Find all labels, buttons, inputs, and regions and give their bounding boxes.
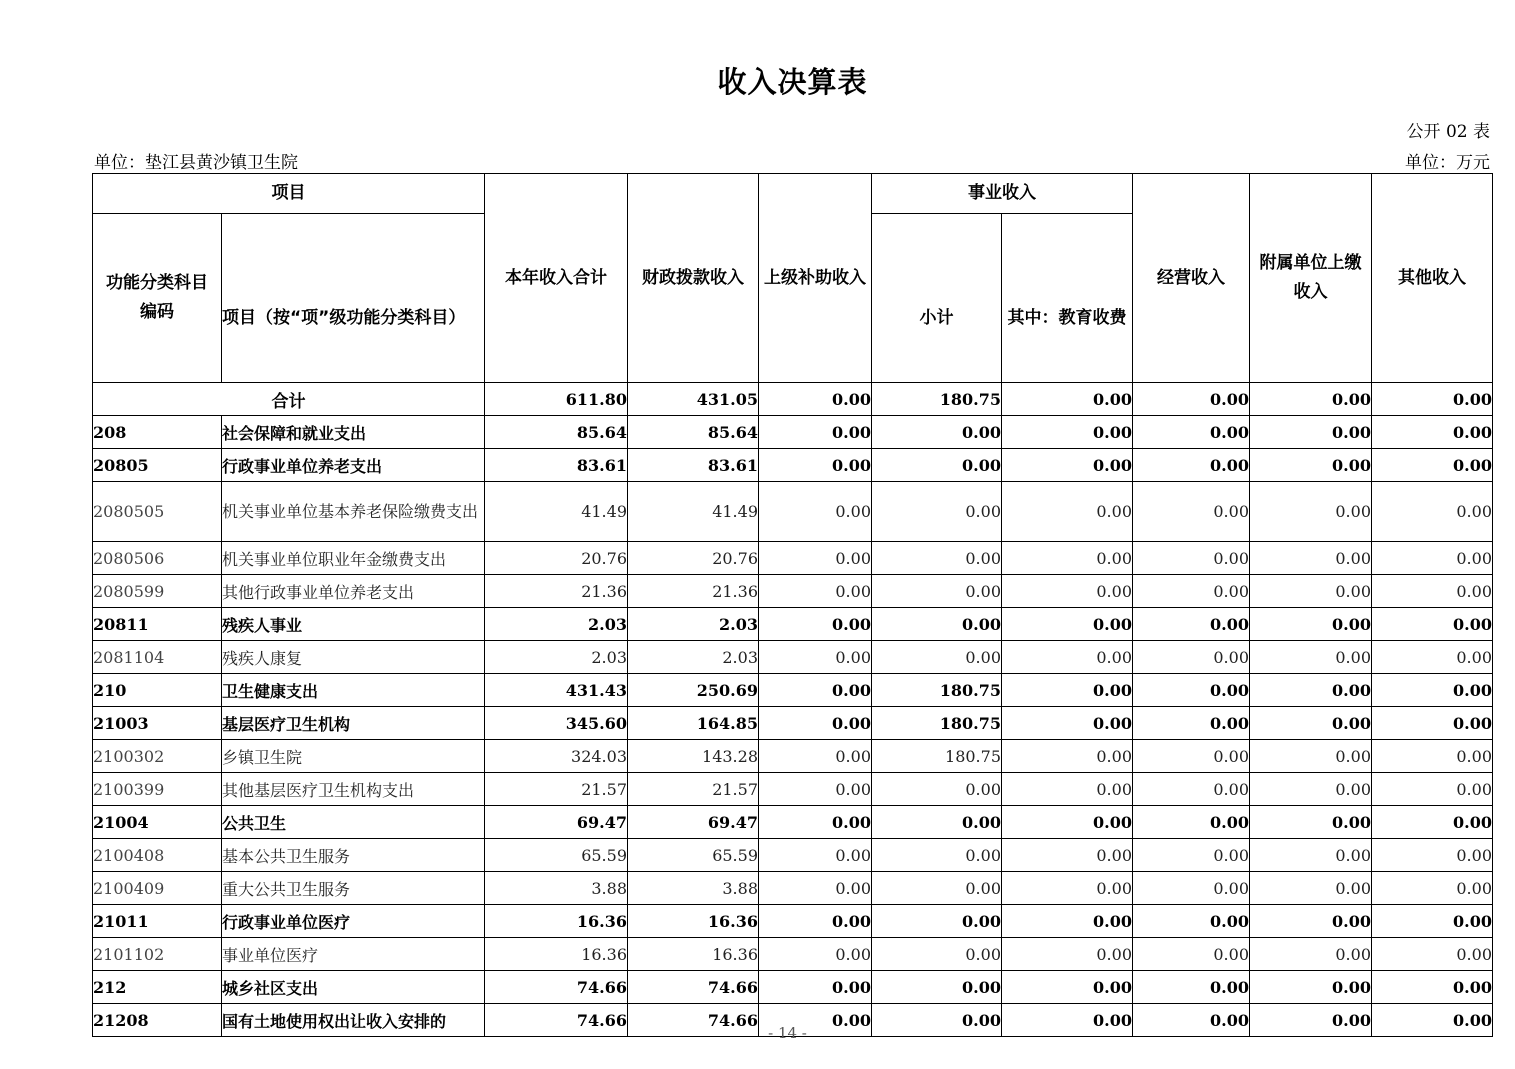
cell-other: 0.00 [1372,806,1493,839]
cell-affiliated: 0.00 [1250,575,1372,608]
cell-subtotal: 0.00 [872,905,1002,938]
cell-superior: 0.00 [759,449,872,482]
cell-total: 74.66 [485,971,628,1004]
cell-fiscal: 16.36 [628,905,759,938]
cell-fiscal: 21.57 [628,773,759,806]
cell-operating: 0.00 [1133,740,1250,773]
cell-other: 0.00 [1372,449,1493,482]
cell-operating: 0.00 [1133,674,1250,707]
table-row [93,872,1493,905]
cell-subtotal: 0.00 [872,773,1002,806]
cell-operating: 0.00 [1133,773,1250,806]
cell-item-name: 其他基层医疗卫生机构支出 [222,773,485,806]
cell-education: 0.00 [1002,839,1133,872]
unit-label: 单位：垫江县黄沙镇卫生院 [94,153,298,173]
cell-education: 0.00 [1002,449,1133,482]
cell-total: 69.47 [485,806,628,839]
header-operating: 经营收入 [1133,174,1250,383]
table-row [93,773,1493,806]
table-row [93,707,1493,740]
cell-item-name: 基本公共卫生服务 [222,839,485,872]
cell-subtotal: 180.75 [872,674,1002,707]
page-title: 收入决算表 [717,65,868,99]
header-subtotal: 小计 [872,214,1002,383]
cell-fiscal: 2.03 [628,641,759,674]
cell-education: 0.00 [1002,542,1133,575]
cell-operating: 0.00 [1133,542,1250,575]
cell-other: 0.00 [1372,383,1493,416]
header-other: 其他收入 [1372,174,1493,383]
cell-education: 0.00 [1002,872,1133,905]
cell-superior: 0.00 [759,608,872,641]
table-row [93,938,1493,971]
cell-item-name: 行政事业单位医疗 [222,905,485,938]
cell-fiscal: 69.47 [628,806,759,839]
cell-func-code: 21011 [93,905,222,938]
table-row [93,905,1493,938]
total-label: 合计 [93,383,485,416]
cell-func-code: 2100409 [93,872,222,905]
cell-superior: 0.00 [759,383,872,416]
cell-item-name: 残疾人事业 [222,608,485,641]
cell-other: 0.00 [1372,575,1493,608]
cell-item-name: 基层医疗卫生机构 [222,707,485,740]
page-number: - 14 - [768,1024,807,1042]
cell-operating: 0.00 [1133,641,1250,674]
cell-total: 41.49 [485,482,628,542]
cell-operating: 0.00 [1133,707,1250,740]
cell-other: 0.00 [1372,839,1493,872]
cell-operating: 0.00 [1133,449,1250,482]
cell-other: 0.00 [1372,542,1493,575]
table-row [93,740,1493,773]
cell-item-name: 机关事业单位基本养老保险缴费支出 [222,482,485,542]
cell-item-name: 卫生健康支出 [222,674,485,707]
cell-affiliated: 0.00 [1250,482,1372,542]
cell-superior: 0.00 [759,839,872,872]
cell-fiscal: 21.36 [628,575,759,608]
cell-affiliated: 0.00 [1250,641,1372,674]
cell-total: 21.57 [485,773,628,806]
cell-affiliated: 0.00 [1250,872,1372,905]
cell-fiscal: 431.05 [628,383,759,416]
cell-total: 65.59 [485,839,628,872]
cell-fiscal: 20.76 [628,542,759,575]
table-row [93,416,1493,449]
cell-func-code: 2080599 [93,575,222,608]
header-item-group: 项目 [93,174,485,214]
cell-func-code: 21208 [93,1004,222,1037]
cell-other: 0.00 [1372,674,1493,707]
cell-superior: 0.00 [759,971,872,1004]
table-row [93,542,1493,575]
cell-fiscal: 74.66 [628,1004,759,1037]
header-total: 本年收入合计 [485,174,628,383]
cell-func-code: 2081104 [93,641,222,674]
cell-fiscal: 164.85 [628,707,759,740]
header-item-name: 项目（按“项”级功能分类科目） [222,214,485,383]
currency-label: 单位：万元 [1405,153,1490,173]
cell-other: 0.00 [1372,938,1493,971]
cell-operating: 0.00 [1133,575,1250,608]
cell-superior: 0.00 [759,707,872,740]
cell-func-code: 212 [93,971,222,1004]
cell-subtotal: 0.00 [872,416,1002,449]
cell-affiliated: 0.00 [1250,608,1372,641]
cell-operating: 0.00 [1133,938,1250,971]
cell-func-code: 208 [93,416,222,449]
cell-superior: 0.00 [759,542,872,575]
cell-fiscal: 2.03 [628,608,759,641]
header-business-group: 事业收入 [872,174,1133,214]
table-row [93,608,1493,641]
cell-education: 0.00 [1002,575,1133,608]
cell-func-code: 21003 [93,707,222,740]
cell-operating: 0.00 [1133,971,1250,1004]
cell-operating: 0.00 [1133,872,1250,905]
cell-item-name: 社会保障和就业支出 [222,416,485,449]
cell-superior: 0.00 [759,1004,872,1037]
cell-subtotal: 0.00 [872,971,1002,1004]
cell-item-name: 其他行政事业单位养老支出 [222,575,485,608]
cell-total: 74.66 [485,1004,628,1037]
cell-func-code: 2101102 [93,938,222,971]
cell-other: 0.00 [1372,482,1493,542]
header-fiscal: 财政拨款收入 [628,174,759,383]
cell-subtotal: 0.00 [872,1004,1002,1037]
cell-other: 0.00 [1372,707,1493,740]
cell-operating: 0.00 [1133,416,1250,449]
cell-subtotal: 0.00 [872,449,1002,482]
cell-item-name: 事业单位医疗 [222,938,485,971]
cell-func-code: 21004 [93,806,222,839]
cell-item-name: 公共卫生 [222,806,485,839]
cell-item-name: 重大公共卫生服务 [222,872,485,905]
cell-func-code: 2100408 [93,839,222,872]
cell-fiscal: 16.36 [628,938,759,971]
cell-fiscal: 250.69 [628,674,759,707]
cell-superior: 0.00 [759,806,872,839]
cell-education: 0.00 [1002,674,1133,707]
cell-education: 0.00 [1002,482,1133,542]
cell-subtotal: 0.00 [872,839,1002,872]
cell-affiliated: 0.00 [1250,971,1372,1004]
cell-subtotal: 0.00 [872,641,1002,674]
table-row [93,575,1493,608]
cell-other: 0.00 [1372,641,1493,674]
cell-item-name: 机关事业单位职业年金缴费支出 [222,542,485,575]
cell-func-code: 210 [93,674,222,707]
cell-item-name: 行政事业单位养老支出 [222,449,485,482]
cell-subtotal: 0.00 [872,806,1002,839]
cell-fiscal: 74.66 [628,971,759,1004]
cell-affiliated: 0.00 [1250,383,1372,416]
table-row [93,641,1493,674]
cell-total: 2.03 [485,608,628,641]
cell-superior: 0.00 [759,905,872,938]
cell-subtotal: 0.00 [872,575,1002,608]
header-func-code: 功能分类科目编码 [93,214,222,383]
cell-affiliated: 0.00 [1250,773,1372,806]
cell-subtotal: 180.75 [872,383,1002,416]
cell-operating: 0.00 [1133,383,1250,416]
cell-item-name: 残疾人康复 [222,641,485,674]
cell-item-name: 乡镇卫生院 [222,740,485,773]
cell-superior: 0.00 [759,674,872,707]
cell-affiliated: 0.00 [1250,707,1372,740]
cell-total: 21.36 [485,575,628,608]
cell-operating: 0.00 [1133,806,1250,839]
cell-other: 0.00 [1372,740,1493,773]
cell-superior: 0.00 [759,773,872,806]
cell-affiliated: 0.00 [1250,449,1372,482]
cell-other: 0.00 [1372,905,1493,938]
cell-fiscal: 41.49 [628,482,759,542]
cell-other: 0.00 [1372,773,1493,806]
cell-affiliated: 0.00 [1250,674,1372,707]
cell-education: 0.00 [1002,740,1133,773]
cell-superior: 0.00 [759,938,872,971]
cell-education: 0.00 [1002,416,1133,449]
cell-affiliated: 0.00 [1250,839,1372,872]
cell-superior: 0.00 [759,872,872,905]
cell-total: 85.64 [485,416,628,449]
cell-other: 0.00 [1372,971,1493,1004]
cell-education: 0.00 [1002,707,1133,740]
cell-education: 0.00 [1002,608,1133,641]
cell-subtotal: 0.00 [872,608,1002,641]
cell-subtotal: 0.00 [872,542,1002,575]
cell-superior: 0.00 [759,575,872,608]
cell-affiliated: 0.00 [1250,416,1372,449]
table-row [93,674,1493,707]
cell-func-code: 2080506 [93,542,222,575]
cell-other: 0.00 [1372,872,1493,905]
cell-func-code: 2080505 [93,482,222,542]
total-row [93,383,1493,416]
cell-education: 0.00 [1002,905,1133,938]
cell-func-code: 2100399 [93,773,222,806]
cell-education: 0.00 [1002,938,1133,971]
cell-total: 83.61 [485,449,628,482]
cell-total: 20.76 [485,542,628,575]
cell-other: 0.00 [1372,608,1493,641]
cell-total: 431.43 [485,674,628,707]
cell-subtotal: 180.75 [872,707,1002,740]
cell-subtotal: 0.00 [872,482,1002,542]
cell-affiliated: 0.00 [1250,1004,1372,1037]
cell-education: 0.00 [1002,1004,1133,1037]
cell-education: 0.00 [1002,383,1133,416]
cell-item-name: 国有土地使用权出让收入安排的 [222,1004,485,1037]
cell-operating: 0.00 [1133,905,1250,938]
table-row [93,482,1493,542]
cell-fiscal: 85.64 [628,416,759,449]
cell-education: 0.00 [1002,971,1133,1004]
cell-superior: 0.00 [759,740,872,773]
table-row [93,806,1493,839]
cell-subtotal: 0.00 [872,872,1002,905]
cell-total: 16.36 [485,938,628,971]
cell-operating: 0.00 [1133,839,1250,872]
cell-affiliated: 0.00 [1250,542,1372,575]
table-row [93,449,1493,482]
header-education: 其中：教育收费 [1002,214,1133,383]
cell-operating: 0.00 [1133,482,1250,542]
cell-education: 0.00 [1002,641,1133,674]
cell-total: 611.80 [485,383,628,416]
cell-other: 0.00 [1372,1004,1493,1037]
cell-fiscal: 83.61 [628,449,759,482]
cell-other: 0.00 [1372,416,1493,449]
cell-fiscal: 3.88 [628,872,759,905]
cell-operating: 0.00 [1133,1004,1250,1037]
cell-superior: 0.00 [759,416,872,449]
cell-education: 0.00 [1002,806,1133,839]
cell-fiscal: 143.28 [628,740,759,773]
cell-fiscal: 65.59 [628,839,759,872]
cell-total: 2.03 [485,641,628,674]
cell-total: 16.36 [485,905,628,938]
cell-func-code: 20805 [93,449,222,482]
table-row [93,971,1493,1004]
cell-subtotal: 180.75 [872,740,1002,773]
header-superior: 上级补助收入 [759,174,872,383]
cell-operating: 0.00 [1133,608,1250,641]
cell-superior: 0.00 [759,641,872,674]
income-table [92,173,1493,1037]
cell-total: 345.60 [485,707,628,740]
cell-subtotal: 0.00 [872,938,1002,971]
cell-affiliated: 0.00 [1250,806,1372,839]
table-row [93,839,1493,872]
cell-total: 324.03 [485,740,628,773]
cell-education: 0.00 [1002,773,1133,806]
cell-func-code: 2100302 [93,740,222,773]
cell-affiliated: 0.00 [1250,938,1372,971]
cell-affiliated: 0.00 [1250,905,1372,938]
cell-item-name: 城乡社区支出 [222,971,485,1004]
cell-superior: 0.00 [759,482,872,542]
form-number: 公开 02 表 [1406,122,1490,142]
header-affiliated: 附属单位上缴收入 [1250,174,1372,383]
cell-total: 3.88 [485,872,628,905]
cell-affiliated: 0.00 [1250,740,1372,773]
cell-func-code: 20811 [93,608,222,641]
